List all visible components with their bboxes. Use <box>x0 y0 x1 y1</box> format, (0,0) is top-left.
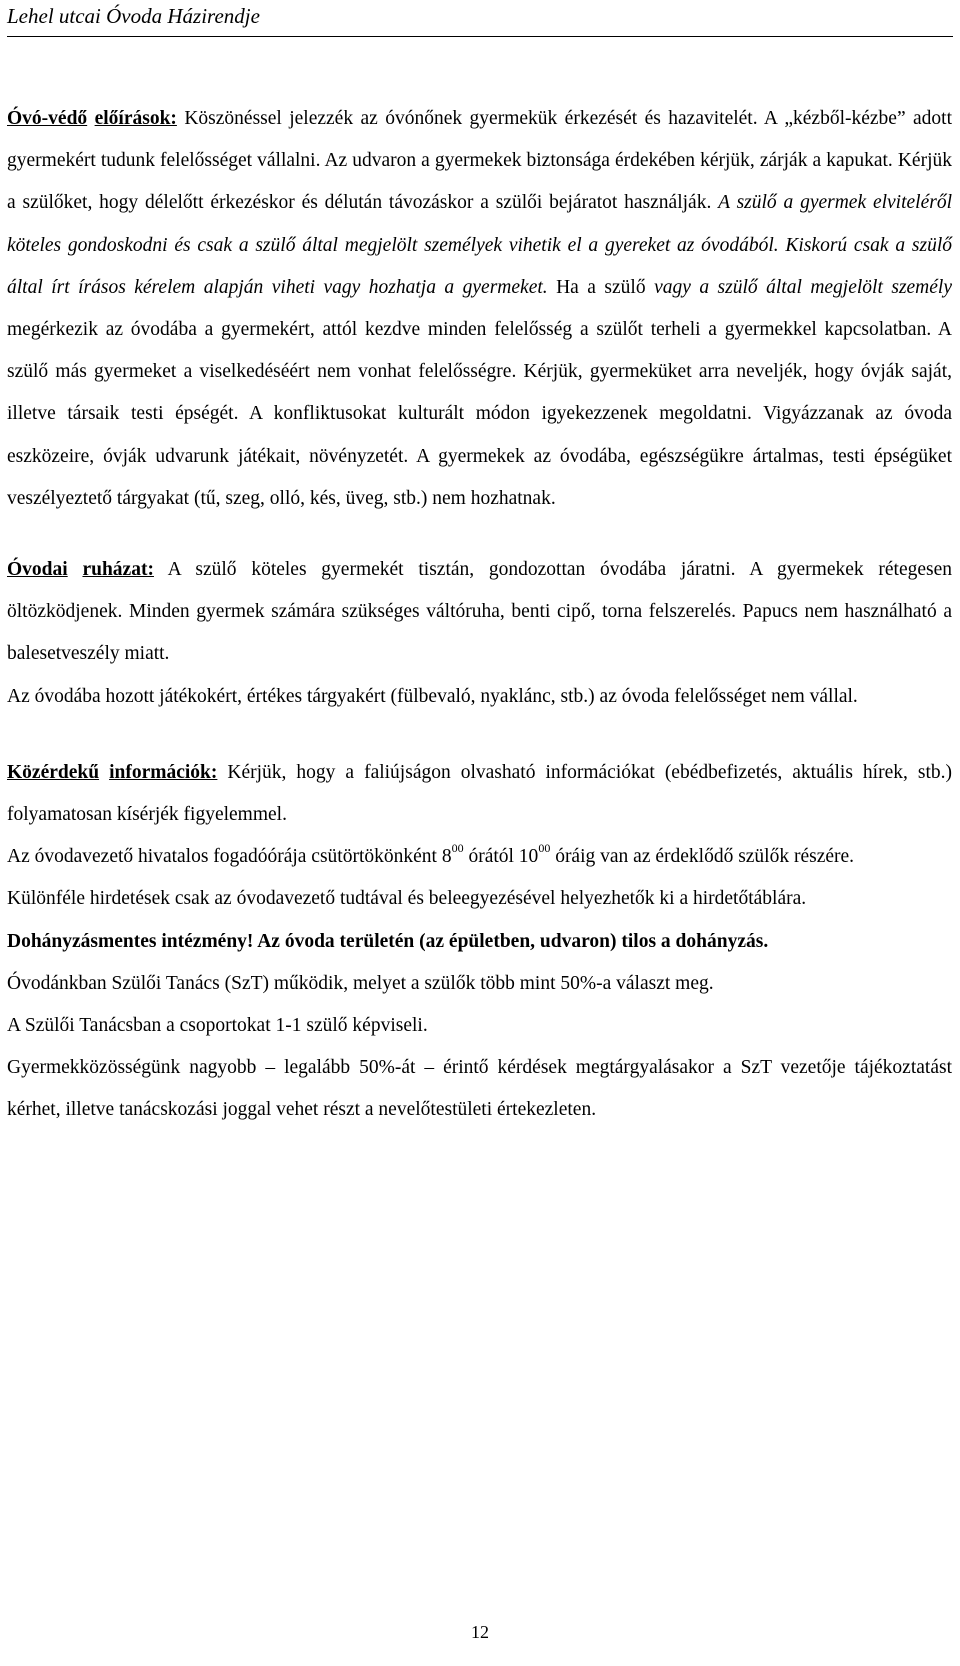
safety-rules-paragraph <box>7 98 952 520</box>
section-heading: információk: <box>109 761 218 783</box>
body-text: Ha a szülő <box>547 276 655 298</box>
public-info-paragraph <box>7 752 952 836</box>
superscript: 00 <box>538 841 551 856</box>
body-text: Köszönéssel jelezzék az óvónőnek gyermekük érkezését és hazavitelét. A „kézből-kézbe” adott gyermekért tudunk felelősséget vállalni. Az udvaron a gyermekek biztonsága érdekében kérjük, zárják a kapukat. Kérjük a szülőket, hogy délelőtt érkezéskor és délután távozáskor a szülői bejáratot használják. <box>7 108 952 214</box>
parent-council-representation: A Szülői Tanácsban a csoportokat 1-1 szülő képviseli. <box>7 1015 428 1037</box>
page-number: 12 <box>471 1622 489 1642</box>
section-heading: Óvodai <box>7 559 68 581</box>
section-heading: Közérdekű <box>7 761 100 783</box>
body-text: megérkezik az óvodába a gyermekért, attól kezdve minden felelősség a szülőt terheli a gyermekkel kapcsolatban. A szülő más gyermeket a viselkedéséért nem vonhat felelősségre. Kérjük, gyermeküket arra neveljék, hogy óvják saját, illetve társaik testi épségét. A konfliktusokat kulturált módon igyekezzenek megoldatni. Vigyázzanak az óvoda eszközeire, óvják udvarunk játékait, növényzetét. A gyermekek az óvodába, egészségükre ártalmas, testi épségüket veszélyeztető tárgyakat (tű, szeg, olló, kés, üveg, stb.) nem hozhatnak. <box>7 319 952 509</box>
page-header <box>7 0 953 37</box>
valuables-paragraph: Az óvodába hozott játékokért, értékes tárgyakért (fülbevaló, nyaklánc, stb.) az óvoda felelősséget nem vállal. <box>7 685 858 707</box>
section-heading: Óvó-védő <box>7 108 88 129</box>
body-text: A szülő köteles gyermekét tisztán, gondozottan óvodába járatni. A gyermekek rétegesen öltözködjenek. Minden gyermek számára szükséges váltóruha, benti cipő, torna felszerelés. Papucs nem használható a balesetveszély miatt. <box>7 559 953 665</box>
italic-text: A szülő a gyermek elviteléről köteles gondoskodni és csak a szülő által megjelölt személyek vihetik el a gyereket az óvodából. Kiskorú csak a szülő által írt írásos kérelem alapján viheti vagy hozhatja a gyermeket. <box>7 192 952 298</box>
italic-text: vagy a szülő által megjelölt személy <box>654 276 952 298</box>
clothing-paragraph <box>7 549 952 676</box>
body-text: Kérjük, hogy a faliújságon olvasható információkat (ebédbefizetés, aktuális hírek, stb.) folyamatosan kísérjék figyelemmel. <box>7 761 952 826</box>
parent-council-rights: Gyermekközösségünk nagyobb – legalább 50%-át – érintő kérdések megtárgyalásakor a SzT vezetője tájékoztatást kérhet, illetve tanácskozási joggal vehet részt a nevelőtestületi értekezleten. <box>7 1057 952 1121</box>
notices-paragraph: Különféle hirdetések csak az óvodavezető tudtával és beleegyezésével helyezhetők ki a hirdetőtáblára. <box>7 888 807 910</box>
section-heading: előírások: <box>94 108 177 129</box>
office-hours-paragraph: Az óvodavezető hivatalos fogadóórája csütörtökönként $8^{00}$ órától $10^{00}$ óráig van az érdeklődő szülők részére. <box>7 841 855 868</box>
superscript: 00 <box>451 841 464 856</box>
parent-council-paragraph: Óvodánkban Szülői Tanács (SzT) működik, melyet a szülők több mint 50%-a választ meg. <box>7 972 714 994</box>
no-smoking-paragraph: Dohányzásmentes intézmény! Az óvoda területén (az épületben, udvaron) tilos a dohányzás. <box>7 930 769 952</box>
document-title: Lehel utcai Óvoda Házirendje <box>7 4 260 28</box>
section-heading: ruházat: <box>82 559 154 581</box>
document-body <box>7 98 952 1132</box>
